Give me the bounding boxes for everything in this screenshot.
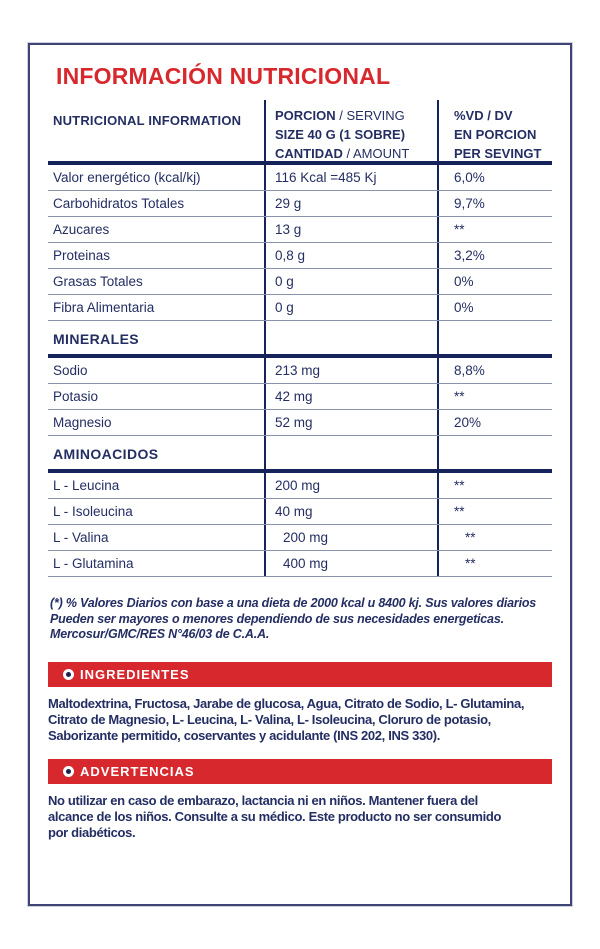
ingredients-text xyxy=(48,696,552,744)
row-label: Azucares xyxy=(53,222,110,237)
table-row xyxy=(48,525,552,551)
section-header-row xyxy=(48,321,552,358)
section-spacer xyxy=(264,321,437,354)
row-label: L - Leucina xyxy=(53,478,120,493)
ingredients-line: Maltodextrina, Fructosa, Jarabe de glucosa, Agua, Citrato de Sodio, L- Glutamina, xyxy=(48,695,525,711)
header-porcion-serving xyxy=(264,100,437,161)
row-value: 200 mg xyxy=(264,473,437,498)
section-header-row xyxy=(48,436,552,473)
row-dv: 8,8% xyxy=(437,358,552,383)
row-label: Potasio xyxy=(53,389,99,404)
header-line: EN PORCION xyxy=(454,127,537,142)
row-value: 213 mg xyxy=(264,358,437,383)
row-dv: 0% xyxy=(437,295,552,320)
row-value: 29 g xyxy=(264,191,437,216)
header-line: CANTIDAD / AMOUNT xyxy=(275,146,410,161)
bullet-circle-icon xyxy=(63,669,74,680)
ingredients-line: Saborizante permitido, coservantes y acidulante (INS 202, INS 330). xyxy=(48,727,440,743)
ingredients-banner xyxy=(48,662,552,687)
row-label: Proteinas xyxy=(53,248,111,263)
row-label: L - Glutamina xyxy=(53,556,134,571)
table-row xyxy=(48,410,552,436)
row-label: Valor energético (kcal/kj) xyxy=(53,170,201,185)
table-row xyxy=(48,217,552,243)
table-row xyxy=(48,358,552,384)
table-row xyxy=(48,191,552,217)
header-line: PORCION / SERVING xyxy=(275,108,405,123)
row-value: 13 g xyxy=(264,217,437,242)
section-spacer xyxy=(437,321,552,354)
row-label: L - Valina xyxy=(53,530,109,545)
row-dv: ** xyxy=(437,384,552,409)
nutrition-label-card xyxy=(28,43,572,906)
row-dv: 0% xyxy=(437,269,552,294)
warnings-line: No utilizar en caso de embarazo, lactancia ni en niños. Mantener fuera del xyxy=(48,792,478,808)
row-dv: ** xyxy=(437,499,552,524)
row-dv: 20% xyxy=(437,410,552,435)
daily-values-footnote xyxy=(50,596,552,643)
row-dv: ** xyxy=(437,551,552,576)
row-label: Fibra Alimentaria xyxy=(53,300,155,315)
footnote-line: Pueden ser mayores o menores dependiendo de sus necesidades energeticas. xyxy=(50,611,504,626)
row-dv: 9,7% xyxy=(437,191,552,216)
row-label: Carbohidratos Totales xyxy=(53,196,185,211)
table-row xyxy=(48,269,552,295)
row-value: 0 g xyxy=(264,269,437,294)
bullet-circle-icon xyxy=(63,766,74,777)
row-value: 42 mg xyxy=(264,384,437,409)
page-title: INFORMACIÓN NUTRICIONAL xyxy=(56,63,391,89)
row-label: Grasas Totales xyxy=(53,274,143,289)
row-value: 116 Kcal =485 Kj xyxy=(264,165,437,190)
section-title: MINERALES xyxy=(53,331,140,347)
warnings-heading: ADVERTENCIAS xyxy=(80,763,195,779)
table-row xyxy=(48,384,552,410)
row-value: 400 mg xyxy=(264,551,437,576)
table-row xyxy=(48,473,552,499)
header-line: PER SEVINGT xyxy=(454,146,542,161)
ingredients-heading: INGREDIENTES xyxy=(80,666,190,682)
header-line: SIZE 40 G (1 SOBRE) xyxy=(275,127,406,142)
row-value: 0 g xyxy=(264,295,437,320)
ingredients-line: Citrato de Magnesio, L- Leucina, L- Valina, L- Isoleucina, Cloruro de potasio, xyxy=(48,711,491,727)
table-row xyxy=(48,295,552,321)
table-row xyxy=(48,499,552,525)
row-label: Sodio xyxy=(53,363,88,378)
footnote-line: Mercosur/GMC/RES N°46/03 de C.A.A. xyxy=(50,627,270,641)
warnings-text xyxy=(48,793,552,841)
warnings-line: alcance de los niños. Consulte a su médico. Este producto no ser consumido xyxy=(48,808,502,824)
section-spacer xyxy=(437,436,552,469)
table-row xyxy=(48,243,552,269)
warnings-banner xyxy=(48,759,552,784)
row-label: L - Isoleucina xyxy=(53,504,133,519)
row-value: 40 mg xyxy=(264,499,437,524)
row-label: Magnesio xyxy=(53,415,112,430)
table-row xyxy=(48,551,552,577)
row-value: 52 mg xyxy=(264,410,437,435)
row-value: 200 mg xyxy=(264,525,437,550)
section-spacer xyxy=(264,436,437,469)
warnings-line: por diabéticos. xyxy=(48,824,136,840)
row-dv: 6,0% xyxy=(437,165,552,190)
row-dv: ** xyxy=(437,473,552,498)
nutrition-table xyxy=(48,100,552,577)
row-dv: ** xyxy=(437,525,552,550)
header-daily-value xyxy=(437,100,552,161)
header-nutricional-information: NUTRICIONAL INFORMATION xyxy=(53,113,242,128)
header-line: %VD / DV xyxy=(454,108,513,123)
section-title: AMINOACIDOS xyxy=(53,446,159,462)
footnote-line: (*) % Valores Diarios con base a una dieta de 2000 kcal u 8400 kj. Sus valores diarios xyxy=(50,596,537,610)
row-dv: ** xyxy=(437,217,552,242)
row-value: 0,8 g xyxy=(264,243,437,268)
row-dv: 3,2% xyxy=(437,243,552,268)
table-header-row xyxy=(48,100,552,165)
table-row xyxy=(48,165,552,191)
